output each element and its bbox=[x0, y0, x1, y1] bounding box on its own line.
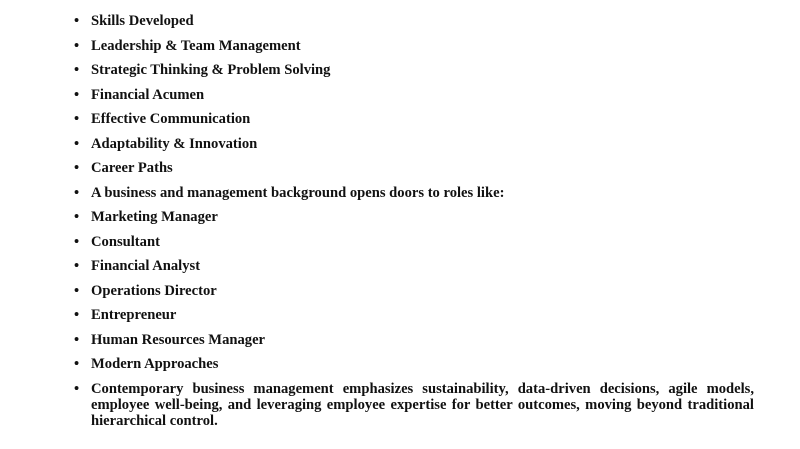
list-item-text: Career Paths bbox=[91, 160, 173, 176]
list-item bbox=[72, 234, 754, 250]
list-item-text: Entrepreneur bbox=[91, 307, 177, 323]
list-item bbox=[72, 209, 754, 225]
list-item bbox=[72, 13, 754, 29]
list-item-text: Human Resources Manager bbox=[91, 331, 266, 348]
bullet-icon: • bbox=[74, 62, 80, 78]
list-item bbox=[72, 136, 754, 152]
list-item bbox=[72, 87, 754, 103]
bullet-icon: • bbox=[74, 331, 80, 348]
bullet-icon: • bbox=[74, 135, 80, 152]
bullet-icon: • bbox=[74, 380, 80, 397]
list-item-text: Effective Communication bbox=[91, 111, 251, 127]
document-body bbox=[72, 13, 754, 429]
list-item-text: Financial Acumen bbox=[91, 86, 205, 103]
list-item bbox=[72, 38, 754, 54]
list-item-text: Adaptability & Innovation bbox=[91, 135, 258, 152]
bullet-icon: • bbox=[74, 282, 80, 299]
bullet-icon: • bbox=[74, 37, 80, 54]
list-item-text: Consultant bbox=[91, 233, 160, 250]
list-item-text: Operations Director bbox=[91, 282, 217, 299]
list-item-text: Strategic Thinking & Problem Solving bbox=[91, 62, 331, 78]
list-item-text: Modern Approaches bbox=[91, 356, 219, 372]
bullet-icon: • bbox=[74, 184, 80, 201]
bullet-icon: • bbox=[74, 209, 80, 225]
list-item bbox=[72, 185, 754, 201]
list-item bbox=[72, 307, 754, 323]
bullet-icon: • bbox=[74, 86, 80, 103]
list-item bbox=[72, 62, 754, 78]
bullet-list bbox=[72, 13, 754, 429]
bullet-icon: • bbox=[74, 307, 80, 323]
bullet-icon: • bbox=[74, 160, 80, 176]
list-item-text: Contemporary business management emphasizes sustainability, data-driven decisions, agile models, employee well-being, and leveraging employee expertise for better outcomes, moving beyond traditional hierarchical control. bbox=[91, 380, 754, 429]
list-item bbox=[72, 283, 754, 299]
list-item bbox=[72, 356, 754, 372]
bullet-icon: • bbox=[74, 111, 80, 127]
list-item bbox=[72, 332, 754, 348]
bullet-icon: • bbox=[74, 233, 80, 250]
list-item bbox=[72, 111, 754, 127]
list-item bbox=[72, 160, 754, 176]
list-item-text: Financial Analyst bbox=[91, 258, 201, 274]
bullet-icon: • bbox=[74, 13, 80, 29]
list-item bbox=[72, 381, 754, 429]
list-item bbox=[72, 258, 754, 274]
bullet-icon: • bbox=[74, 258, 80, 274]
list-item-text: Leadership & Team Management bbox=[91, 37, 301, 54]
bullet-icon: • bbox=[74, 356, 80, 372]
list-item-text: Marketing Manager bbox=[91, 209, 218, 225]
list-item-text: A business and management background opens doors to roles like: bbox=[91, 184, 505, 201]
list-item-text: Skills Developed bbox=[91, 13, 194, 29]
